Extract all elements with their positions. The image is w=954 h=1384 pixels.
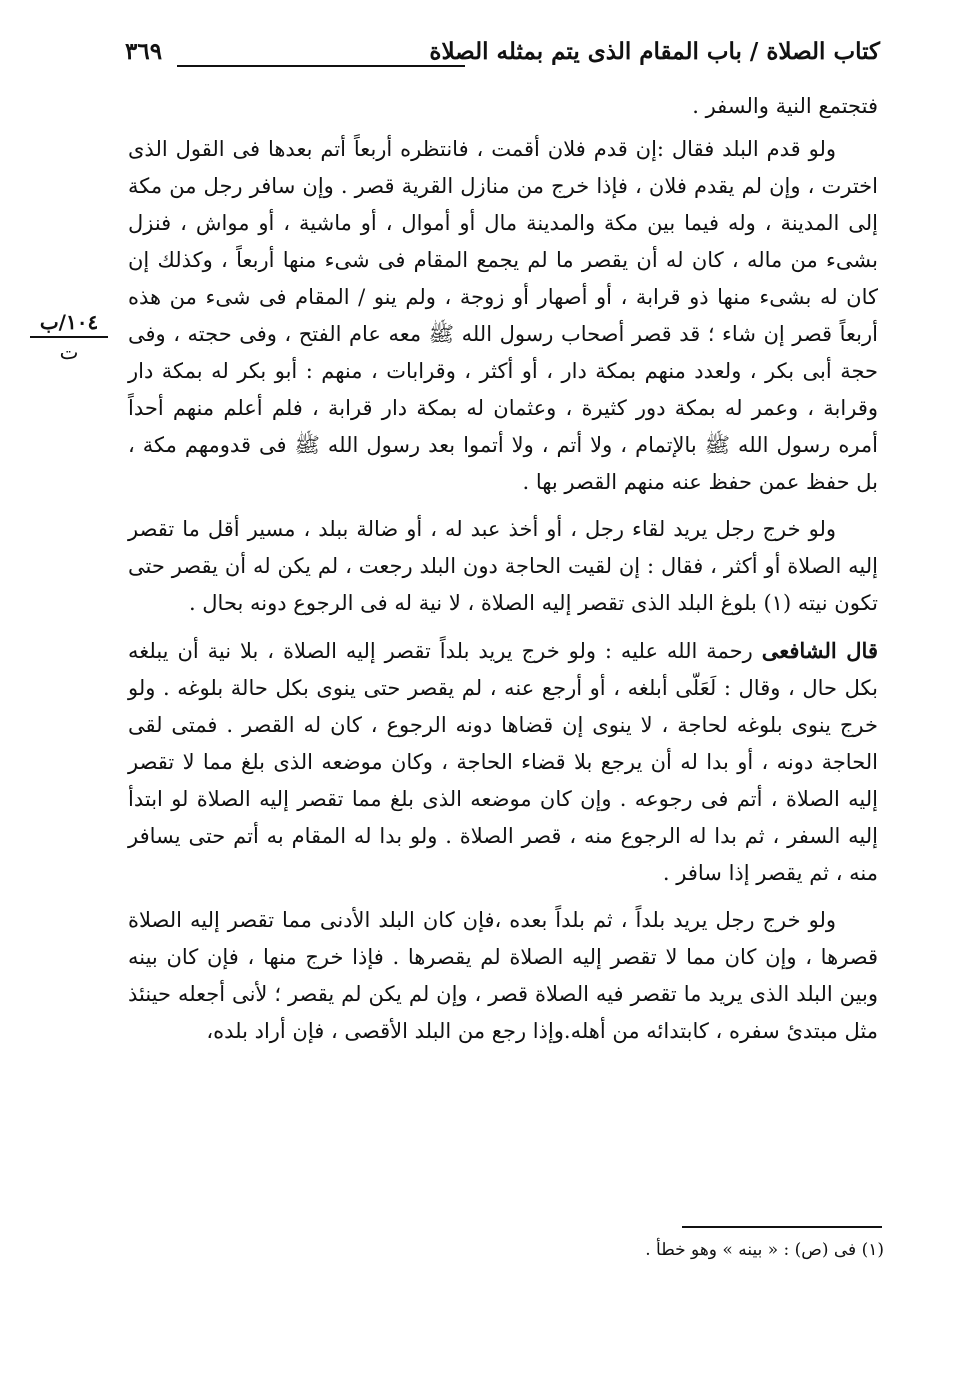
footnote: (١) فى (ص) : « بينه » وهو خطأ . [645,1240,884,1260]
shafii-text: رحمة الله عليه : ولو خرج يريد بلداً تقصر إليه الصلاة ، بلا نية أن يبلغه بكل حال ، وقال : لَعَلّى أبلغه ، أو أرجع عنه ، لم يقصر حتى ينوى بكل حالة بلوغه . ولو خرج ينوى بلوغه لحاجة ، لا ينوى إن قضاها دونه الرجوع ، كان له القصر . فمتى لقى الحاجة دونه ، أو بدا له أن يرجع بلا قضاء الحاجة ، وكان موضعه الذى بلغ مما لا تقصر إليه الصلاة ، أتم فى رجوعه . وإن كان موضعه الذى بلغ مما تقصر إليه الصلاة لو ابتدأ إليه السفر ، ثم بدا له الرجوع منه ، قصر الصلاة . ولو بدا له المقام به أتم حتى يسافر منه ، ثم يقصر إذا سافر . [128,639,879,885]
paragraph-2: ولو قدم البلد فقال :إن قدم فلان أقمت ، فانتظره أربعاً أتم بعدها فى القول الذى اخترت ، وإن لم يقدم فلان ، فإذا خرج من منازل القرية قصر . وإن سافر رجل من مكة إلى المدينة ، وله فيما بين مكة والمدينة مال أو أموال ، أو ماشية ، أو مواش ، فنزل بشىء من ماله ، كان له أن يقصر ما لم يجمع المقام فى شىء منها أربعاً ، وكذلك إن كان له بشىء منها ذو قرابة ، أو أصهار أو زوجة ، ولم ينو / المقام فى شىء من هذه أربعاً قصر إن شاء ؛ قد قصر أصحاب رسول الله ﷺ معه عام الفتح ، وفى حجته ، وفى حجة أبى بكر ، ولعدد منهم بمكة دار ، أو أكثر ، وقرابات ، منهم : أبو بكر له بمكة دار وقرابة ، وعمر له بمكة دور كثيرة ، وعثمان له بمكة دار قرابة ، فلم أعلم منهم أحداً أمره رسول الله ﷺ بالإتمام ، ولا أتم ، ولا أتموا بعد رسول الله ﷺ فى قدومهم مكة ، بل حفظ عمن حفظ عنه منهم القصر بها . [128,137,878,494]
running-header [125,38,880,78]
paragraph-last: ولو خرج رجل يريد بلداً ، ثم بلداً بعده ،فإن كان البلد الأدنى مما تقصر إليه الصلاة قصرها ، وإن كان مما لا تقصر إليه الصلاة لم يقصرها . فإذا خرج منها ، فإن كان بينه وبين البلد الذى يريد ما تقصر فيه الصلاة قصر ، وإن لم يكن لم يقصر ؛ لأنى أجعله حينئذ مثل مبتدئ سفره ، كابتدائه من أهله.وإذا رجع من البلد الأقصى ، فإن أراد بلده، [128,908,878,1043]
shafii-lead: قال الشافعى [761,638,878,663]
header-title: كتاب الصلاة / باب المقام الذى يتم بمثله الصلاة [429,38,880,65]
folio-sigla: ت [59,340,79,364]
folio-number: ١٠٤/ب [30,310,108,338]
paragraph-3: ولو خرج رجل يريد لقاء رجل ، أو أخذ عبد له ، أو ضالة ببلد ، مسير أقل ما تقصر إليه الصلاة أو أكثر ، فقال : إن لقيت الحاجة دون البلد رجعت ، لم يكن له أن يقصر حتى تكون نيته (١) بلوغ البلد الذى تقصر إليه الصلاة ، لا نية له فى الرجوع دونه بحال . [128,517,878,615]
header-rule [177,65,465,67]
paragraph-shafii [128,632,878,892]
paragraph-1: فتجتمع النية والسفر . [692,94,878,118]
footnote-rule [682,1226,882,1228]
margin-folio-note [30,310,108,364]
page-number: ٣٦٩ [125,38,163,65]
body-text [128,88,878,1050]
